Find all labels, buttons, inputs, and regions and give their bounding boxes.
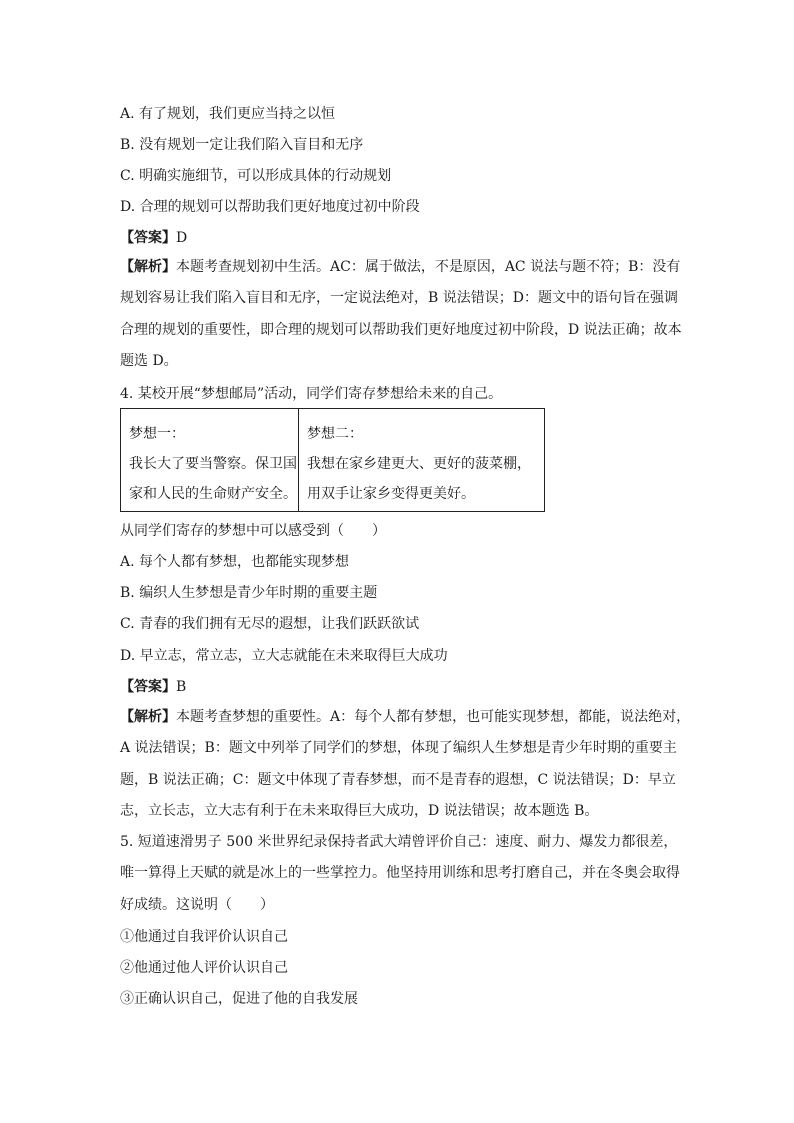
q4-option-a: A. 每个人都有梦想，也都能实现梦想: [120, 554, 350, 570]
q5-stem-line: 好成绩。这说明（ ）: [120, 896, 274, 913]
q5-stem-line: 5. 短道速滑男子 500 米世界纪录保持者武大靖曾评价自己：速度、耐力、爆发力都很差，: [120, 834, 678, 850]
q4-question: 从同学们寄存的梦想中可以感受到（ ）: [120, 523, 386, 539]
q3-analysis: [120, 252, 682, 378]
q4-analysis-line: A 说法错误；B：题文中列举了同学们的梦想，体现了编织人生梦想是青少年时期的重要主: [120, 740, 677, 757]
q5-item-2: ②他通过他人评价认识自己: [120, 960, 288, 976]
q3-answer-label: 【答案】: [120, 230, 176, 246]
q4-option-d: D. 早立志，常立志，立大志就能在未来取得巨大成功: [120, 648, 448, 664]
q4-analysis: [120, 702, 691, 828]
q5-item-1: ①他通过自我评价认识自己: [120, 929, 288, 945]
dream-two-title: 梦想二：: [307, 426, 363, 442]
dream-one-text: 家和人民的生命财产安全。: [129, 486, 297, 502]
q3-answer: [120, 229, 187, 247]
q4-answer-label: 【答案】: [120, 679, 176, 695]
q3-analysis-line: 合理的规划的重要性，即合理的规划可以帮助我们更好地度过初中阶段，D 说法正确；故本: [120, 321, 682, 338]
q4-answer: [120, 678, 186, 696]
dream-one-cell: [121, 409, 299, 511]
q3-option-a: A. 有了规划，我们更应当持之以恒: [120, 106, 336, 122]
q4-analysis-line: 【解析】本题考查梦想的重要性。A：每个人都有梦想，也可能实现梦想，都能，说法绝对，: [120, 709, 691, 725]
q3-analysis-line: 题选 D。: [120, 353, 178, 370]
dream-two-text: 我想在家乡建更大、更好的菠菜棚，: [307, 456, 531, 472]
dream-table: [120, 408, 545, 512]
q4-stem: 4. 某校开展“梦想邮局”活动，同学们寄存梦想给未来的自己。: [120, 386, 503, 402]
q5-stem: [120, 827, 680, 921]
q4-answer-value: B: [176, 679, 187, 695]
q3-option-d: D. 合理的规划可以帮助我们更好地度过初中阶段: [120, 199, 420, 215]
q4-analysis-line: 题，B 说法正确；C：题文中体现了青春梦想，而不是青春的遐想，C 说法错误；D：早立: [120, 771, 676, 788]
q3-answer-value: D: [176, 230, 188, 246]
q4-option-c: C. 青春的我们拥有无尽的遐想，让我们跃跃欲试: [120, 616, 420, 632]
dream-two-cell: [299, 409, 544, 511]
dream-one-title: 梦想一：: [129, 426, 185, 442]
q5-stem-line: 唯一算得上天赋的就是冰上的一些掌控力。他坚持用训练和思考打磨自己，并在冬奥会取得: [120, 865, 680, 882]
dream-two-text: 用双手让家乡变得更美好。: [307, 486, 475, 502]
q4-analysis-label: 【解析】: [120, 709, 176, 725]
q3-analysis-line: 规划容易让我们陷入盲目和无序，一定说法绝对，B 说法错误；D：题文中的语句旨在强调: [120, 290, 678, 307]
q3-analysis-label: 【解析】: [120, 259, 176, 275]
dream-one-text: 我长大了要当警察。保卫国: [129, 456, 297, 472]
q3-analysis-line: 【解析】本题考查规划初中生活。AC：属于做法，不是原因，AC 说法与题不符；B：没有: [120, 259, 681, 275]
q4-analysis-line: 志，立长志，立大志有利于在未来取得巨大成功，D 说法错误；故本题选 B。: [120, 803, 599, 820]
q5-item-3: ③正确认识自己，促进了他的自我发展: [120, 991, 358, 1007]
q4-option-b: B. 编织人生梦想是青少年时期的重要主题: [120, 585, 378, 601]
q3-option-c: C. 明确实施细节，可以形成具体的行动规划: [120, 168, 392, 184]
q3-option-b: B. 没有规划一定让我们陷入盲目和无序: [120, 137, 364, 153]
